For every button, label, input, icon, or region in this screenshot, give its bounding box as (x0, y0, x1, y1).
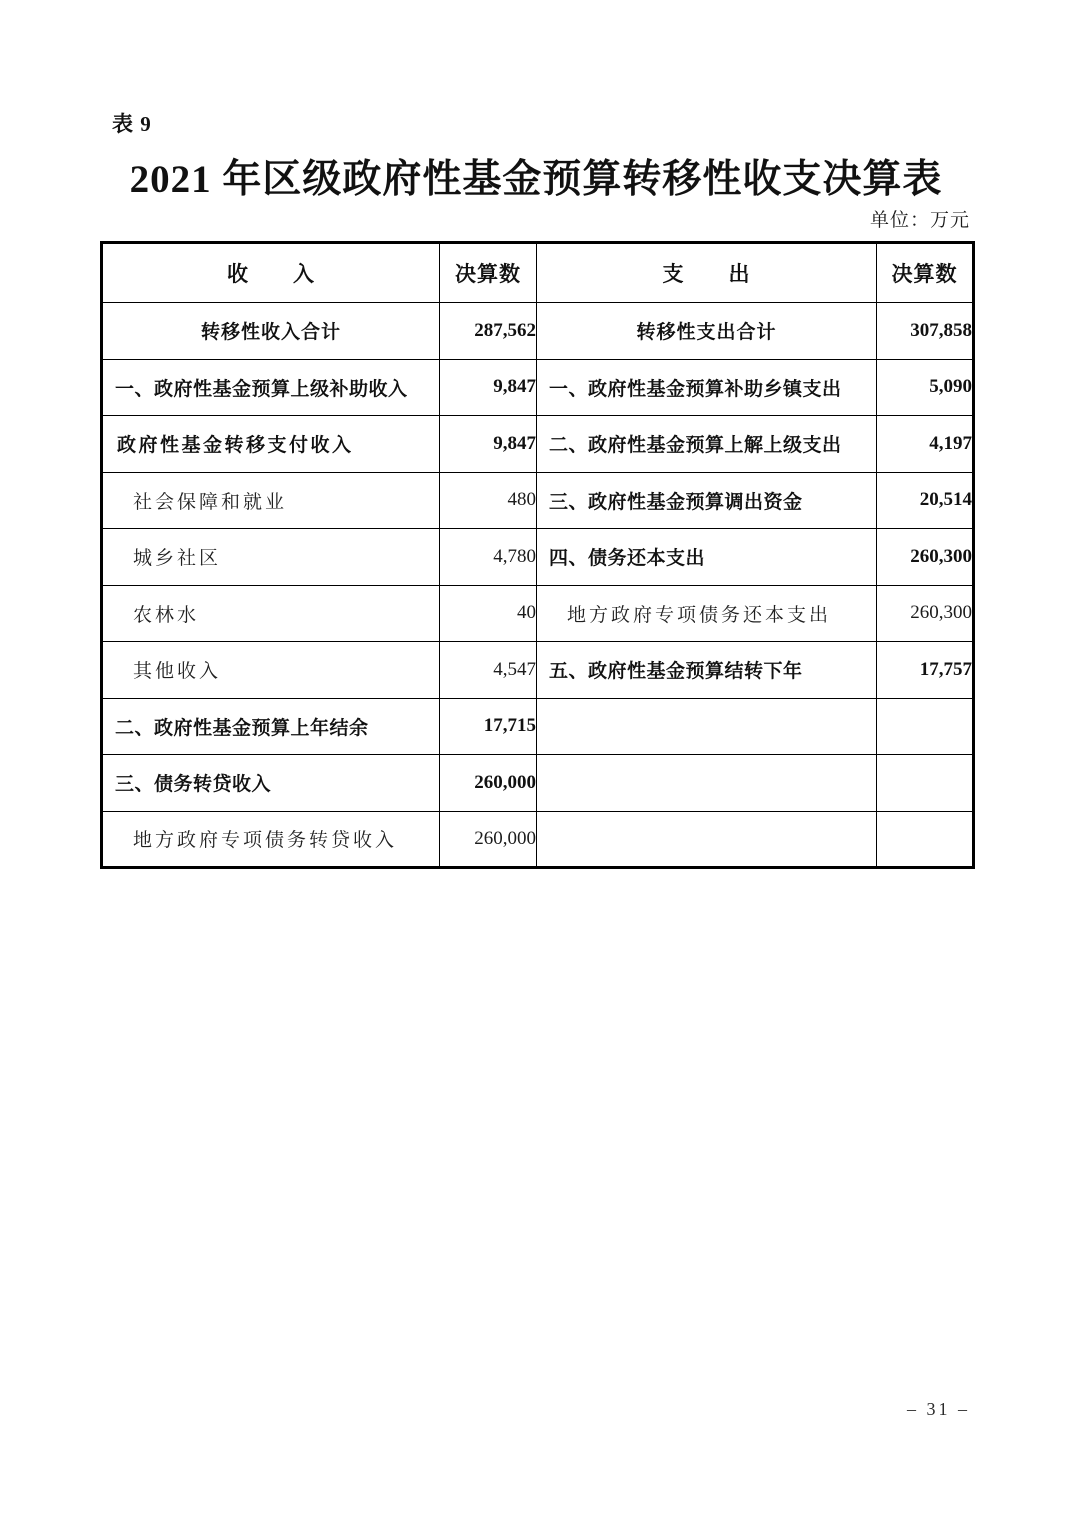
income-label-cell: 地方政府专项债务转贷收入 (102, 811, 440, 868)
expense-value-cell: 4,197 (877, 416, 974, 473)
expense-label-cell: 转移性支出合计 (537, 303, 877, 360)
income-label-cell: 城乡社区 (102, 529, 440, 586)
expense-label-cell (537, 811, 877, 868)
income-value-cell: 287,562 (440, 303, 537, 360)
income-value-cell: 480 (440, 472, 537, 529)
expense-label-cell: 二、政府性基金预算上解上级支出 (537, 416, 877, 473)
income-value-cell: 17,715 (440, 698, 537, 755)
table-row (102, 529, 974, 586)
expense-label-cell: 一、政府性基金预算补助乡镇支出 (537, 359, 877, 416)
expense-value-cell: 260,300 (877, 585, 974, 642)
expense-value-cell: 260,300 (877, 529, 974, 586)
income-value-cell: 260,000 (440, 811, 537, 868)
table-row (102, 755, 974, 812)
table-body (102, 303, 974, 868)
income-label-cell: 其他收入 (102, 642, 440, 699)
income-value-cell: 9,847 (440, 416, 537, 473)
expense-label-cell: 五、政府性基金预算结转下年 (537, 642, 877, 699)
income-label-cell: 政府性基金转移支付收入 (102, 416, 440, 473)
income-value-cell: 4,780 (440, 529, 537, 586)
table-row (102, 472, 974, 529)
income-value-cell: 9,847 (440, 359, 537, 416)
expense-value-cell (877, 698, 974, 755)
page-title: 2021 年区级政府性基金预算转移性收支决算表 (129, 158, 943, 201)
header-income: 收 入 (102, 243, 440, 303)
table-row (102, 303, 974, 360)
income-value-cell: 40 (440, 585, 537, 642)
expense-label-cell: 四、债务还本支出 (537, 529, 877, 586)
income-label-cell: 一、政府性基金预算上级补助收入 (102, 359, 440, 416)
table-row (102, 811, 974, 868)
expense-value-cell: 17,757 (877, 642, 974, 699)
header-expense: 支 出 (537, 243, 877, 303)
budget-table (100, 241, 975, 869)
expense-label-cell: 地方政府专项债务还本支出 (537, 585, 877, 642)
table-row (102, 642, 974, 699)
income-label-cell: 社会保障和就业 (102, 472, 440, 529)
expense-value-cell (877, 755, 974, 812)
table-row (102, 416, 974, 473)
table-row (102, 585, 974, 642)
expense-value-cell (877, 811, 974, 868)
table-row (102, 359, 974, 416)
page-number: – 31 – (907, 1399, 970, 1419)
income-value-cell: 4,547 (440, 642, 537, 699)
table-row (102, 698, 974, 755)
table-header-row (102, 243, 974, 303)
expense-label-cell (537, 755, 877, 812)
income-label-cell: 转移性收入合计 (102, 303, 440, 360)
expense-label-cell (537, 698, 877, 755)
unit-note: 单位：万元 (869, 210, 970, 231)
expense-label-cell: 三、政府性基金预算调出资金 (537, 472, 877, 529)
table-number-label: 表 9 (112, 112, 152, 136)
header-expense-final-amount: 决算数 (877, 243, 974, 303)
income-label-cell: 三、债务转贷收入 (102, 755, 440, 812)
income-value-cell: 260,000 (440, 755, 537, 812)
income-label-cell: 农林水 (102, 585, 440, 642)
expense-value-cell: 307,858 (877, 303, 974, 360)
header-income-final-amount: 决算数 (440, 243, 537, 303)
income-label-cell: 二、政府性基金预算上年结余 (102, 698, 440, 755)
expense-value-cell: 5,090 (877, 359, 974, 416)
expense-value-cell: 20,514 (877, 472, 974, 529)
